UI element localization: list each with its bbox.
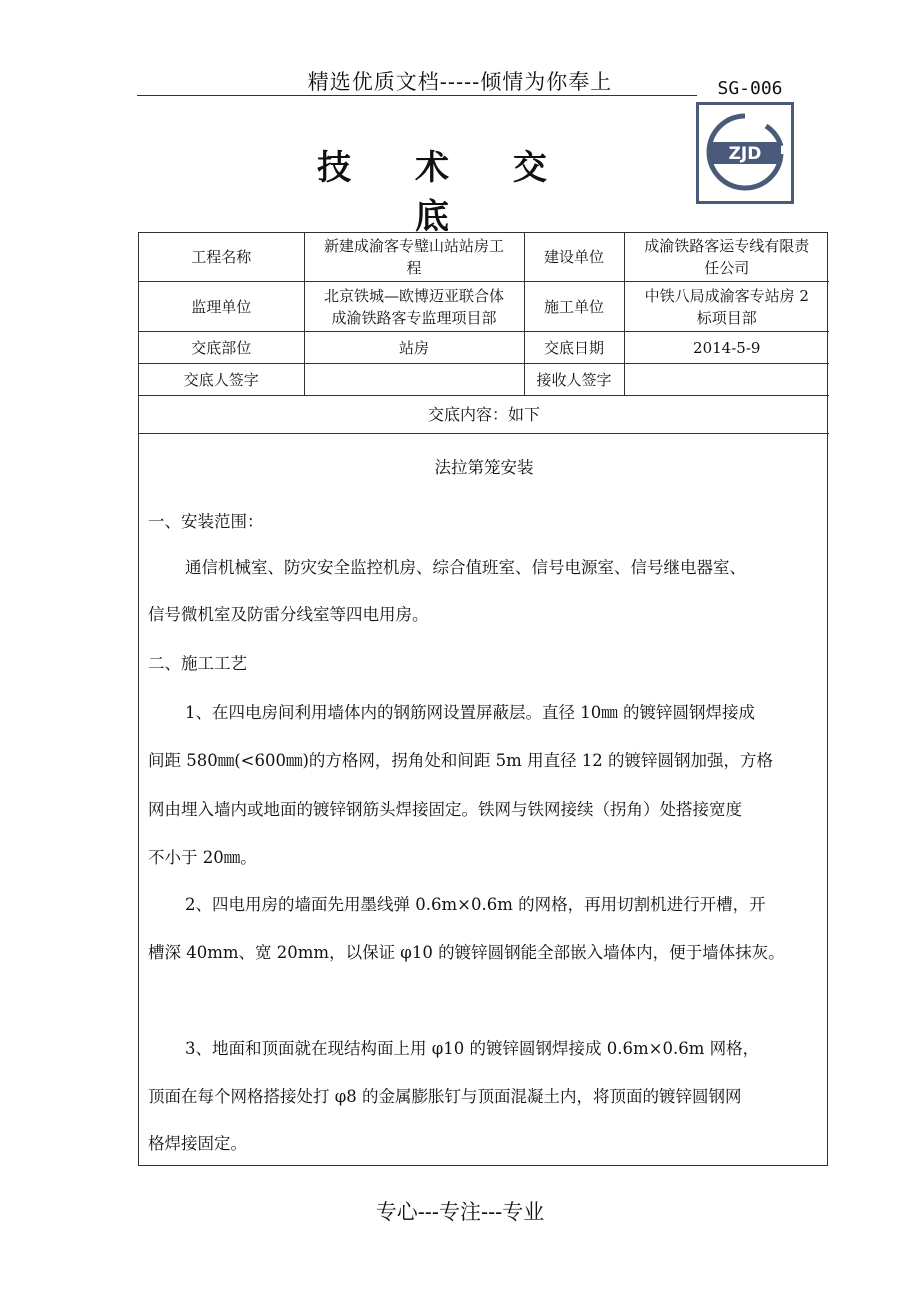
table-row: [139, 282, 829, 332]
receiver-sign-field[interactable]: [624, 364, 829, 396]
owner-label: 建设单位: [524, 233, 624, 282]
owner-value: 成渝铁路客运专线有限责 任公司: [624, 233, 829, 282]
content-line: 2、四电用房的墙面先用墨线弹 0.6m×0.6m 的网格，再用切割机进行开槽，开: [185, 895, 766, 914]
content-line: 间距 580㎜(<600㎜)的方格网，拐角处和间距 5m 用直径 12 的镀锌圆钢加强，方格: [148, 751, 774, 770]
disclosure-form: [138, 232, 828, 1166]
section-title: 法拉第笼安装: [434, 458, 534, 477]
content-line: 网由埋入墙内或地面的镀锌钢筋头焊接固定。铁网与铁网接续（拐角）处搭接宽度: [148, 800, 742, 819]
giver-sign-label: 交底人签字: [139, 364, 304, 396]
document-title: 技 术 交 底: [317, 148, 573, 237]
contractor-value: 中铁八局成渝客专站房 2 标项目部: [624, 282, 829, 332]
info-table: [139, 233, 829, 434]
project-name-label: 工程名称: [139, 233, 304, 282]
date-value: 2014-5-9: [624, 332, 829, 364]
content-line: 槽深 40mm、宽 20mm，以保证 φ10 的镀锌圆钢能全部嵌入墙体内，便于墙体抹灰。: [148, 943, 785, 962]
part-label: 交底部位: [139, 332, 304, 364]
header-banner: 精选优质文档-----倾情为你奉上: [307, 70, 613, 94]
giver-sign-field[interactable]: [304, 364, 524, 396]
content-line: 通信机械室、防灾安全监控机房、综合值班室、信号电源室、信号继电器室、: [185, 558, 746, 577]
supervisor-value: 北京铁城—欧博迈亚联合体 成渝铁路客专监理项目部: [304, 282, 524, 332]
logo-lettering: ZJD: [728, 144, 762, 164]
footer-slogan: 专心---专注---专业: [375, 1200, 545, 1224]
header-divider: [137, 95, 697, 96]
content-label: 交底内容：如下: [139, 396, 829, 434]
supervisor-label: 监理单位: [139, 282, 304, 332]
table-row: [139, 332, 829, 364]
content-line: 不小于 20㎜。: [148, 848, 257, 867]
contractor-label: 施工单位: [524, 282, 624, 332]
content-line: 二、施工工艺: [148, 654, 247, 673]
table-row: [139, 364, 829, 396]
content-line: 信号微机室及防雷分线室等四电用房。: [148, 605, 429, 624]
project-name-value: 新建成渝客专璧山站站房工 程: [304, 233, 524, 282]
content-line: 格焊接固定。: [148, 1134, 247, 1153]
table-row: [139, 233, 829, 282]
receiver-sign-label: 接收人签字: [524, 364, 624, 396]
date-label: 交底日期: [524, 332, 624, 364]
table-row: [139, 396, 829, 434]
part-value: 站房: [304, 332, 524, 364]
content-line: 3、地面和顶面就在现结构面上用 φ10 的镀锌圆钢焊接成 0.6m×0.6m 网格，: [185, 1039, 760, 1058]
content-line: 1、在四电房间利用墙体内的钢筋网设置屏蔽层。直径 10㎜ 的镀锌圆钢焊接成: [185, 703, 755, 722]
company-logo: [696, 102, 794, 204]
content-line: 顶面在每个网格搭接处打 φ8 的金属膨胀钉与顶面混凝土内，将顶面的镀锌圆钢网: [148, 1087, 742, 1106]
content-line: 一、安装范围：: [148, 512, 264, 531]
document-code: SG-006: [717, 78, 783, 99]
